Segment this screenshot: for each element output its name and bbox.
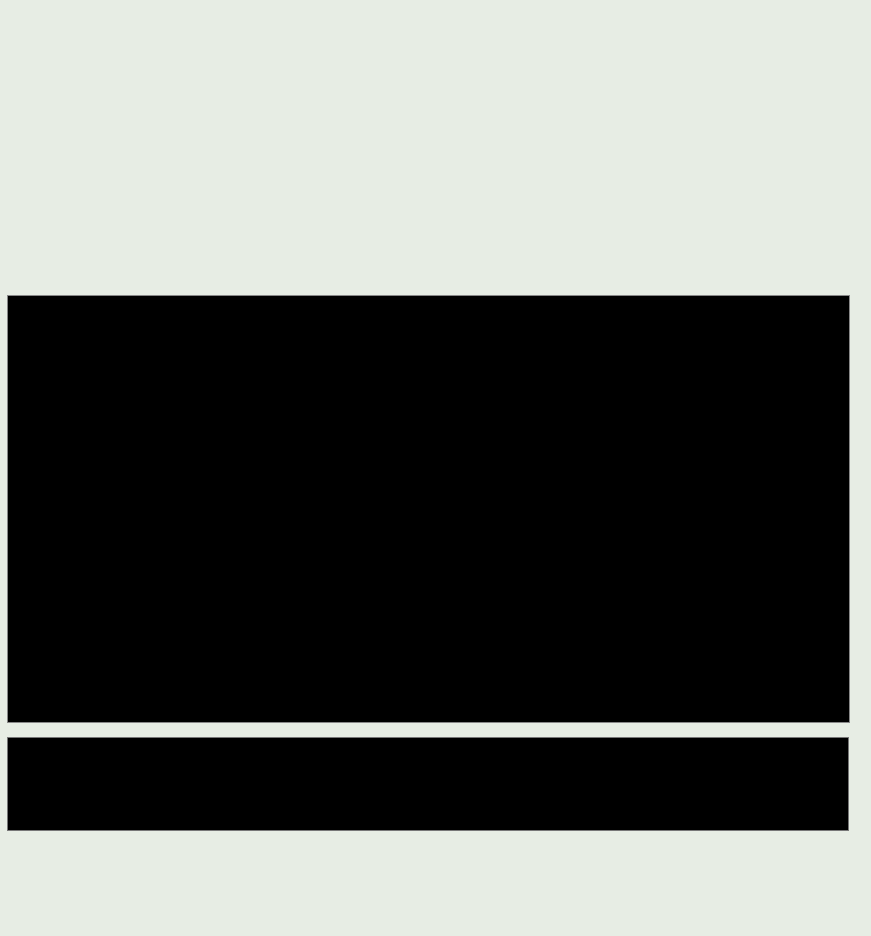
- table-header-row: [14, 746, 842, 764]
- chart-panel: [7, 295, 850, 723]
- chart-svg: [8, 296, 849, 722]
- economic-calendar-table: [7, 737, 849, 831]
